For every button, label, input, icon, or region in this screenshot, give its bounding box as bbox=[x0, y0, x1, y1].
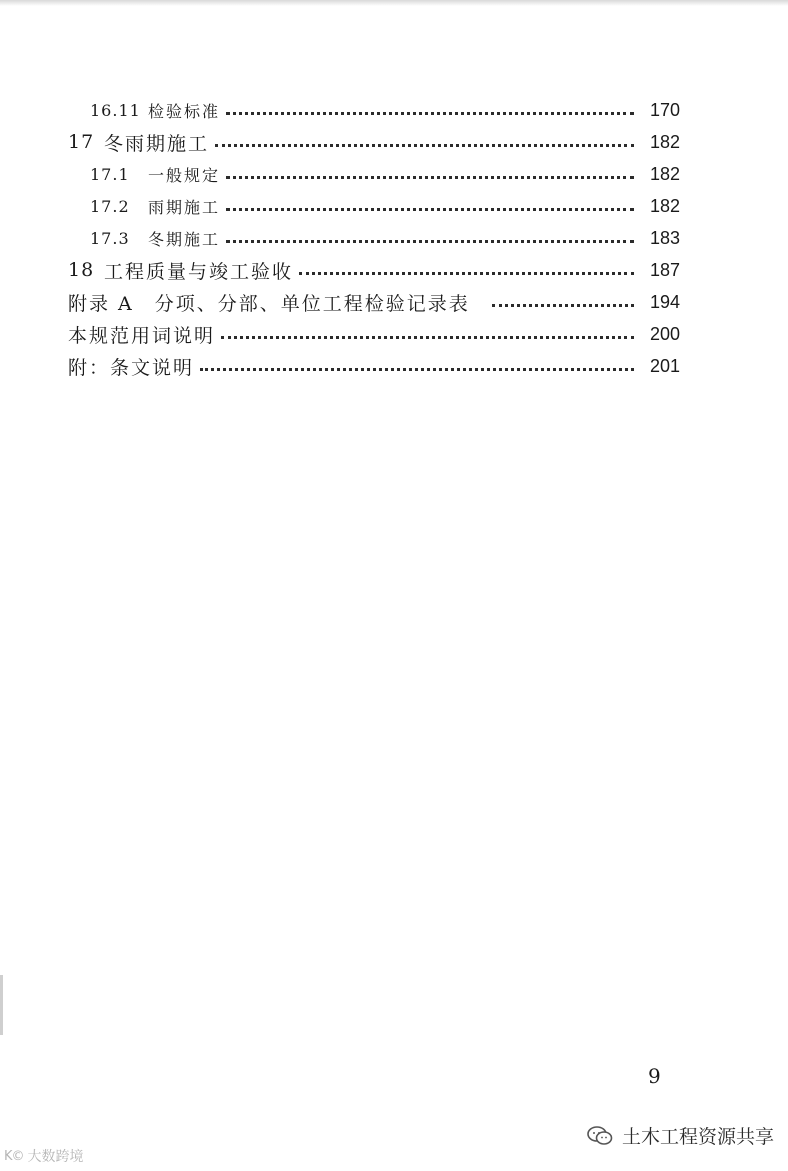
toc-entry-page: 170 bbox=[649, 99, 680, 120]
toc-entry-title: 本规范用词说明 bbox=[68, 324, 216, 347]
toc-entry-title: 雨期施工 bbox=[148, 197, 221, 217]
scan-edge-mark bbox=[0, 975, 3, 1035]
dot-leader bbox=[226, 176, 634, 179]
toc-entry-number: 17.2 bbox=[90, 196, 130, 216]
toc-entry-page: 182 bbox=[649, 163, 680, 184]
wechat-icon bbox=[586, 1125, 614, 1147]
toc-entry-page: 183 bbox=[649, 227, 680, 248]
toc-entry[interactable] bbox=[90, 158, 680, 190]
dot-leader bbox=[221, 336, 634, 339]
dot-leader bbox=[200, 368, 634, 371]
toc-entry[interactable] bbox=[68, 254, 680, 286]
toc-entry-title: 附：条文说明 bbox=[68, 356, 195, 379]
toc-entry-title: 一般规定 bbox=[148, 165, 221, 185]
watermark-left-text: 大数跨境 bbox=[27, 1149, 84, 1165]
toc-entry[interactable] bbox=[68, 126, 680, 158]
watermark-left bbox=[4, 1146, 84, 1166]
toc-entry[interactable] bbox=[68, 286, 680, 318]
watermark-right-text: 土木工程资源共享 bbox=[622, 1126, 775, 1148]
toc-entry-page: 194 bbox=[649, 291, 680, 312]
toc-entry-title: 冬期施工 bbox=[148, 229, 221, 249]
toc-entry[interactable] bbox=[90, 190, 680, 222]
toc-entry-page: 187 bbox=[649, 259, 680, 280]
toc-entry-number: 17 bbox=[68, 131, 95, 153]
toc-entry[interactable] bbox=[68, 350, 680, 382]
watermark-right bbox=[586, 1122, 774, 1149]
toc-entry-number: 17.3 bbox=[90, 228, 130, 248]
toc-entry-number: 18 bbox=[68, 259, 95, 281]
toc-entry-page: 200 bbox=[649, 323, 680, 344]
toc-entry[interactable] bbox=[90, 222, 680, 254]
toc-entry-title: 检验标准 bbox=[148, 101, 221, 121]
dot-leader bbox=[492, 304, 634, 307]
dot-leader bbox=[226, 208, 634, 211]
toc-entry-page: 182 bbox=[649, 195, 680, 216]
dot-leader bbox=[226, 240, 634, 243]
page-top-edge bbox=[0, 0, 788, 6]
toc-entry[interactable] bbox=[90, 94, 680, 126]
brand-logo-icon: K© bbox=[4, 1148, 24, 1164]
toc-entry-number: 16.11 bbox=[90, 100, 141, 120]
toc-entry-page: 201 bbox=[649, 355, 680, 376]
toc-entry-page: 182 bbox=[649, 131, 680, 152]
toc-entry[interactable] bbox=[68, 318, 680, 350]
dot-leader bbox=[299, 272, 634, 275]
page-number: 9 bbox=[648, 1064, 661, 1088]
toc-entry-title: 冬雨期施工 bbox=[104, 132, 210, 155]
toc-entry-title: 附录 A 分项、分部、单位工程检验记录表 bbox=[68, 292, 470, 315]
toc-entry-title: 工程质量与竣工验收 bbox=[104, 260, 294, 283]
toc-entry-number: 17.1 bbox=[90, 164, 130, 184]
dot-leader bbox=[226, 112, 634, 115]
dot-leader bbox=[215, 144, 634, 147]
